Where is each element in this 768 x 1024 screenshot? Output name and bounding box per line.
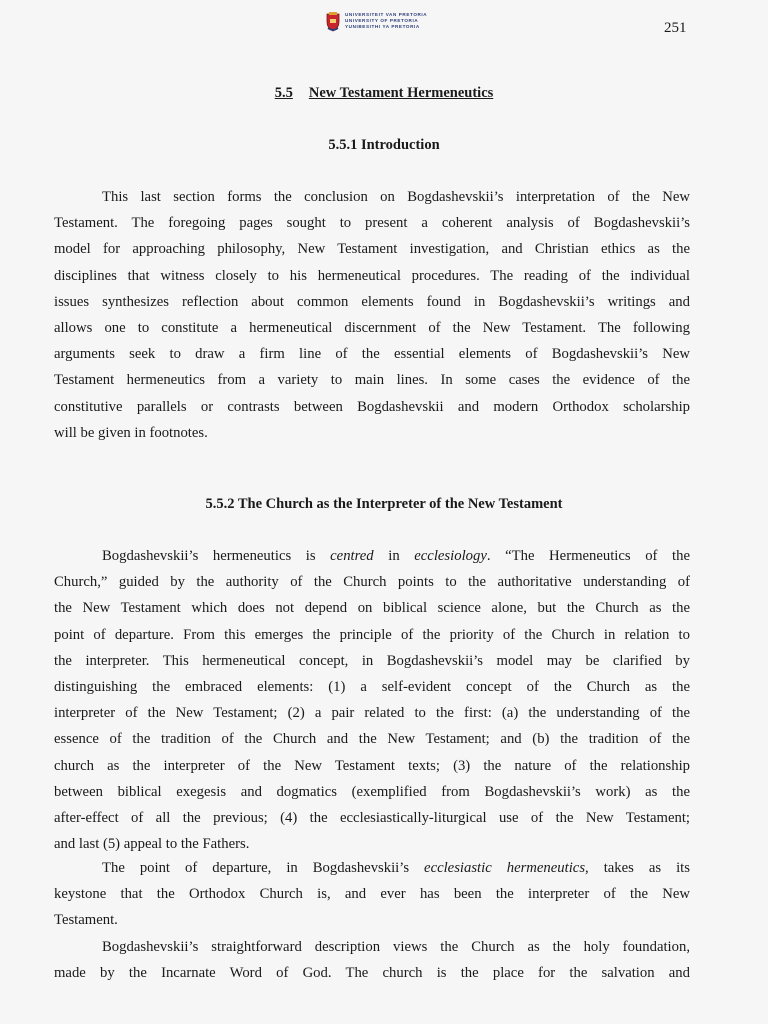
- paragraph-point-of-departure: [54, 855, 690, 934]
- text-run: The point of departure, in Bogdashevskii’s: [102, 860, 425, 876]
- text-line: after-effect of all the previous; (4) the ecclesiastically-liturgical use of the New Testament;: [54, 809, 690, 826]
- text-line: point of departure. From this emerges the principle of the priority of the Church in relation to: [54, 626, 690, 643]
- emphasis-centred: centred: [330, 548, 374, 564]
- university-logo: [326, 6, 446, 36]
- subsection-heading-church-interpreter: 5.5.2 The Church as the Interpreter of the New Testament: [205, 496, 563, 512]
- text-line: Testament. The foregoing pages sought to present a coherent analysis of Bogdashevskii’s: [54, 215, 690, 232]
- text-line: issues synthesizes reflection about common elements found in Bogdashevskii’s writings and: [54, 293, 690, 310]
- text-line: between biblical exegesis and dogmatics (exemplified from Bogdashevskii’s work) as the: [54, 783, 690, 800]
- text-run: , takes as its: [585, 860, 690, 876]
- text-line: Testament hermeneutics from a variety to main lines. In some cases the evidence of the: [54, 372, 690, 389]
- text-line: interpreter of the New Testament; (2) a pair related to the first: (a) the understanding of the: [54, 705, 690, 722]
- text-line: arguments seek to draw a firm line of the essential elements of Bogdashevskii’s New: [54, 346, 690, 363]
- paragraph-description: [54, 934, 690, 986]
- text-line: model for approaching philosophy, New Testament investigation, and Christian ethics as the: [54, 241, 690, 258]
- text-line: This last section forms the conclusion on Bogdashevskii’s interpretation of the New: [102, 189, 690, 205]
- crest-icon: [326, 10, 340, 32]
- page-number: 251: [664, 20, 687, 36]
- text-line: the interpreter. This hermeneutical concept, in Bogdashevskii’s model may be clarified by: [54, 652, 690, 669]
- text-run: Bogdashevskii’s hermeneutics is: [102, 548, 331, 564]
- subsection-heading-introduction: 5.5.1 Introduction: [328, 137, 440, 153]
- text-line: and last (5) appeal to the Fathers.: [54, 836, 250, 853]
- text-line: church as the interpreter of the New Testament texts; (3) the nature of the relationship: [54, 757, 690, 774]
- text-line: made by the Incarnate Word of God. The church is the place for the salvation and: [54, 965, 690, 982]
- text-run: in: [373, 548, 415, 564]
- university-line-afrikaans: UNIVERSITEIT VAN PRETORIA: [345, 12, 428, 17]
- text-line: constitutive parallels or contrasts between Bogdashevskii and modern Orthodox scholarship: [54, 398, 690, 415]
- emphasis-ecclesiastic-hermeneutics: ecclesiastic hermeneutics: [424, 860, 586, 876]
- text-line: distinguishing the embraced elements: (1) a self-evident concept of the Church as the: [54, 678, 690, 695]
- university-line-english: UNIVERSITY OF PRETORIA: [345, 18, 419, 23]
- section-heading: [0, 85, 768, 102]
- text-run: . “The Hermeneutics of the: [486, 548, 690, 564]
- section-number: 5.5: [274, 85, 293, 101]
- text-line: will be given in footnotes.: [54, 424, 208, 441]
- text-line: essence of the tradition of the Church and the New Testament; and (b) the tradition of the: [54, 731, 690, 748]
- university-name: [345, 12, 427, 30]
- text-line: [54, 543, 690, 569]
- text-line: disciplines that witness closely to his hermeneutical procedures. The reading of the individual: [54, 267, 690, 284]
- emphasis-ecclesiology: ecclesiology: [414, 548, 487, 564]
- section-title: New Testament Hermeneutics: [308, 85, 494, 101]
- paragraph-introduction: [54, 184, 690, 446]
- text-line: Church,” guided by the authority of the Church points to the authoritative understanding of: [54, 574, 690, 591]
- text-line: Testament.: [54, 912, 118, 929]
- text-line: allows one to constitute a hermeneutical discernment of the New Testament. The following: [54, 319, 690, 336]
- paragraph-church-hermeneutics: [54, 543, 690, 857]
- text-line: [54, 855, 690, 881]
- text-line: Bogdashevskii’s straightforward description views the Church as the holy foundation,: [102, 939, 690, 955]
- university-line-sepedi: YUNIBESITHI YA PRETORIA: [345, 24, 420, 29]
- text-line: the New Testament which does not depend on biblical science alone, but the Church as the: [54, 600, 690, 617]
- text-line: keystone that the Orthodox Church is, and ever has been the interpreter of the New: [54, 886, 690, 903]
